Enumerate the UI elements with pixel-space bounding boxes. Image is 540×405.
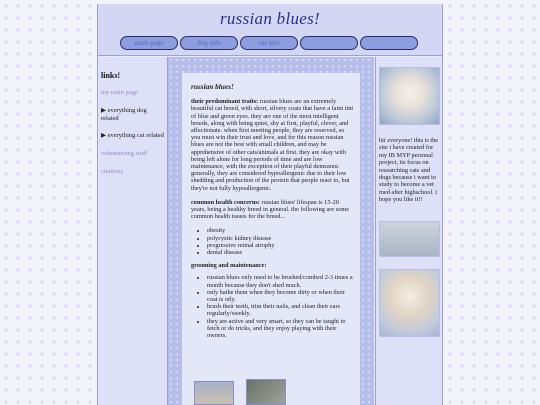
sidebar <box>98 57 168 405</box>
dogs-image <box>379 221 440 257</box>
list-item: • brush their teeth, trim their nails, and clean their ears regularly/weekly. <box>207 303 354 317</box>
grooming-list <box>207 274 354 339</box>
list-item: • polycystic kidney disease <box>207 235 354 242</box>
nav-dog-info[interactable]: dog info <box>180 36 238 50</box>
header <box>98 4 442 56</box>
content-title: russian blues! <box>191 82 234 91</box>
list-item: • only bathe them when they become dirty or when their coat is oily. <box>207 289 354 303</box>
puppy-in-bunny-hat-image <box>379 67 440 125</box>
list-item: • they are active and very smart, so they can be taught to fetch or do tricks, and they enjoy playing with their owners. <box>207 318 354 340</box>
nav-main-page[interactable]: main page <box>120 36 178 50</box>
sidebar-heading: links! <box>101 71 121 80</box>
health-label: common health concerns: <box>191 198 260 206</box>
sidebar-link-main-page[interactable]: my main page <box>101 89 138 96</box>
traits-paragraph <box>191 98 354 192</box>
intro-text: hii everyone! this is the site i have created for my IB MYP personal project, its focus on researching cats and dogs because i want to study to become a vet med after highschool. i hope you like it!! <box>379 137 439 204</box>
nav-button-5[interactable] <box>360 36 418 50</box>
fluffy-puppy-image <box>379 269 440 337</box>
nav-cat-info[interactable]: cat info <box>240 36 298 50</box>
list-item: • dental disease <box>207 249 354 256</box>
right-sidebar <box>375 57 442 405</box>
main-column <box>168 57 374 405</box>
sidebar-link-volunteering[interactable]: volunteering stuff <box>101 149 148 157</box>
list-item: • progressive retinal atrophy <box>207 242 354 249</box>
list-item: • obesity <box>207 227 354 234</box>
health-paragraph <box>191 199 354 221</box>
sidebar-item-cat[interactable]: ▶ everything cat related <box>101 132 164 139</box>
cat-photo-2 <box>246 379 286 405</box>
health-text: russian blues' lifespan is 15-20 years, being a healthy breed in general. the following are some common health issues for the breed... <box>191 198 350 221</box>
page-frame <box>97 4 443 405</box>
grooming-heading: grooming and maintenance: <box>191 262 267 270</box>
sidebar-link-citations[interactable]: citations <box>101 167 124 175</box>
cat-photo-1 <box>194 381 234 405</box>
traits-text: russian blues are an extremely beautiful cat breed, with short, silvery coats that have a faint tint of blue and green eyes. they are one of the most intelligent breeds, along with being quiet, shy at first, playful, clever, and affectionate. when first meeting people, they are reserved, so you must win their trust and love, and for this reason russian blues are not the best with small children, and may be apprehensive of other cats/animals at first. they are okay with being left alone for long periods of time and are low maintenance, with the exception of their playful demeanor. generally, they are considered hypoallergenic due to their low shedding and production of the protein that people react to, but they're not fully hypoallergenic. <box>191 98 354 192</box>
traits-label: their predominant traits: <box>191 98 259 106</box>
content-panel <box>182 73 360 405</box>
site-title: russian blues! <box>219 9 321 28</box>
nav-button-4[interactable] <box>300 36 358 50</box>
health-list <box>207 227 354 256</box>
nav-bar <box>120 36 420 50</box>
sidebar-item-dog[interactable]: ▶ everything dog related <box>101 107 147 122</box>
list-item: • russian blues only need to be brushed/combed 2-3 times a month because they don't shed much. <box>207 274 354 288</box>
